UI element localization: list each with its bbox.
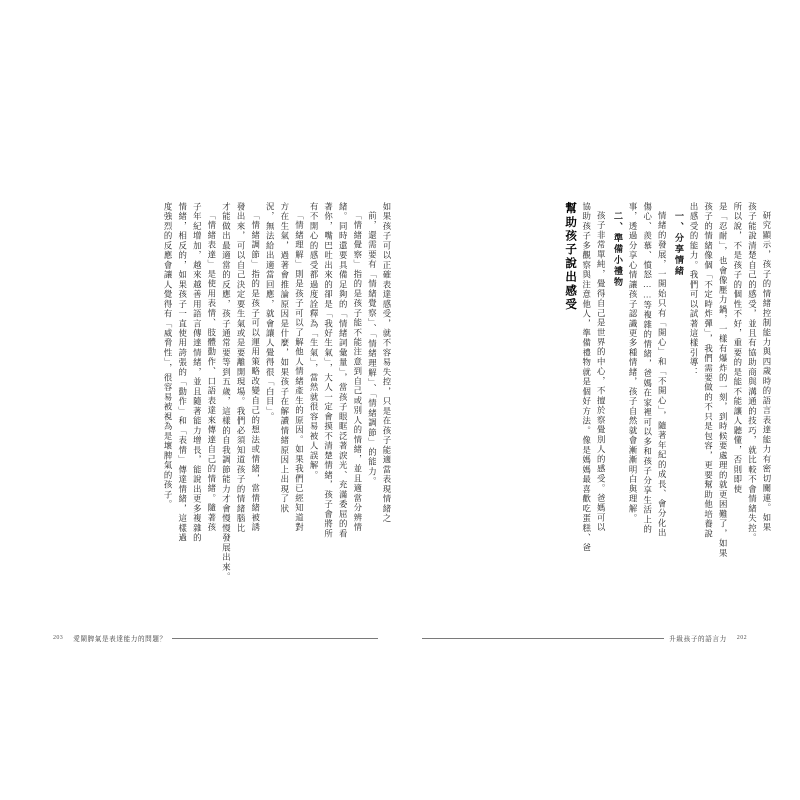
page-right (400, 190, 782, 660)
running-title: 升級孩子的語言力 (669, 636, 727, 643)
text-column: 所以說，不是孩子的個性不好，重要的是能不能讓人聽懂，否則即使 (732, 202, 742, 495)
subheading-share-emotion: 一、分享情緒 (673, 211, 684, 277)
running-title: 愛鬧脾氣是表達能力的問題？ (73, 636, 167, 643)
text-column: 緒。同時還要具備足夠的「情緒詞彙量」，當孩子眼眶泛著淚光、充滿委屈的看 (338, 202, 348, 539)
text-column: 況，無法給出適當回應，就會讓人覺得很「白目」。 (265, 202, 275, 422)
footer-rule (422, 638, 664, 639)
text-column: 研究顯示，孩子的情緒控制能力與四歲時的語言表達能力有密切關連。如果 (762, 211, 771, 533)
text-column: 「情緒調節」指的是孩子可以運用策略改變自己的想法或情緒，當情緒被誘 (250, 211, 260, 533)
text-column: 是「忍耐」，也會像壓力鍋，一樣有爆炸的一刻，到時候要處理的就更困難了，如果 (718, 202, 728, 559)
text-column: 孩子的情緒像個「不定時炸彈」，我們需要做的不只是包容，更要幫助他培養說 (703, 202, 713, 539)
text-column: 才能做出最適當的反應，孩子通常要等到五歲，這樣的自我調節能力才會慢慢發展出來。 (221, 202, 231, 582)
text-column: 「情緒理解」則是孩子可以了解他人情緒產生的原因。如果我們已經知道對 (294, 211, 304, 533)
text-column: 情緒的發展，一開始只有「開心」和「不開心」，隨著年紀的成長、會分化出 (657, 211, 667, 538)
text-column: 前，還需要有「情緒覺察」、「情緒理解」、「情緒調節」的能力。 (367, 211, 377, 487)
text-column: 如果孩子可以正確表達感受，就不容易失控，只是在孩子能適當表現情緒之 (382, 202, 391, 524)
subheading-prepare-gift: 二、準備小禮物 (612, 211, 623, 288)
page-number: 202 (736, 635, 747, 641)
section-heading: 幫助孩子說出感受 (564, 202, 577, 312)
footer-left (48, 630, 378, 646)
text-column: 度強烈的反應會讓人覺得有「威脅性」，很容易被視為是壞脾氣的孩子。 (163, 202, 173, 510)
text-column: 出感受的能力。我們可以試著這樣引導： (689, 202, 699, 378)
text-column: 有不開心的感受都過度詮釋為「生氣」，當然就很容易被人誤解。 (309, 202, 319, 481)
text-column: 協助孩子多觀察與注意他人，準備禮物就是個好方法。像是媽媽最喜歡吃蛋糕、爸 (581, 202, 591, 553)
text-column: 孩子非常單純，覺得自己是世界的中心，不擅於察覺別人的感受。爸媽可以 (596, 211, 606, 533)
page-right-columns (414, 202, 770, 620)
page-band (0, 190, 800, 660)
page-left (18, 190, 400, 660)
footer-rule (172, 638, 378, 639)
text-column: 情緒，相反的，如果孩子一直使用誇張的「動作」和「表情」傳達情緒，這樣過 (177, 202, 187, 543)
text-column: 「情緒覺察」指的是孩子能不能注意到自己或別人的情緒，並且適當分辨情 (352, 211, 362, 533)
footer-right (422, 630, 752, 646)
page-number: 203 (53, 635, 64, 641)
text-column: 方在生氣，過著會推論原因是什麼，如果孩子在解讀情緒原因上出現了狀 (279, 202, 289, 514)
text-column: 著你，嘴巴吐出來的卻是「我好生氣」，大人一定會摸不清楚情緒，孩子會將所 (323, 202, 333, 539)
text-column: 「情緒表達」是使用表情、肢體動作、口語表達來傳達自己的情緒。隨著孩 (206, 211, 216, 533)
text-column: 發出來，可以自己決定要生氣或是要離開現場。我們必須知道孩子的情緒腦比 (236, 202, 246, 534)
page-left-columns (34, 202, 390, 620)
text-column: 事，透過分享心情讓孩子認識更多種情緒，孩子自然就會漸漸明白與理解。 (628, 202, 638, 524)
text-column: 傷心、羨慕、憤怒……等複雜的情緒，爸媽在家裡可以多和孩子分享生活上的 (642, 202, 652, 535)
text-column: 子年紀增加，越來越善用語言傳達情緒，並且隨著能力增長，能說出更多複雜的 (192, 202, 202, 543)
text-column: 孩子能說清楚自己的感受，並且有協助商與溝通的技巧，就比較不會情緒失控。 (747, 202, 757, 543)
